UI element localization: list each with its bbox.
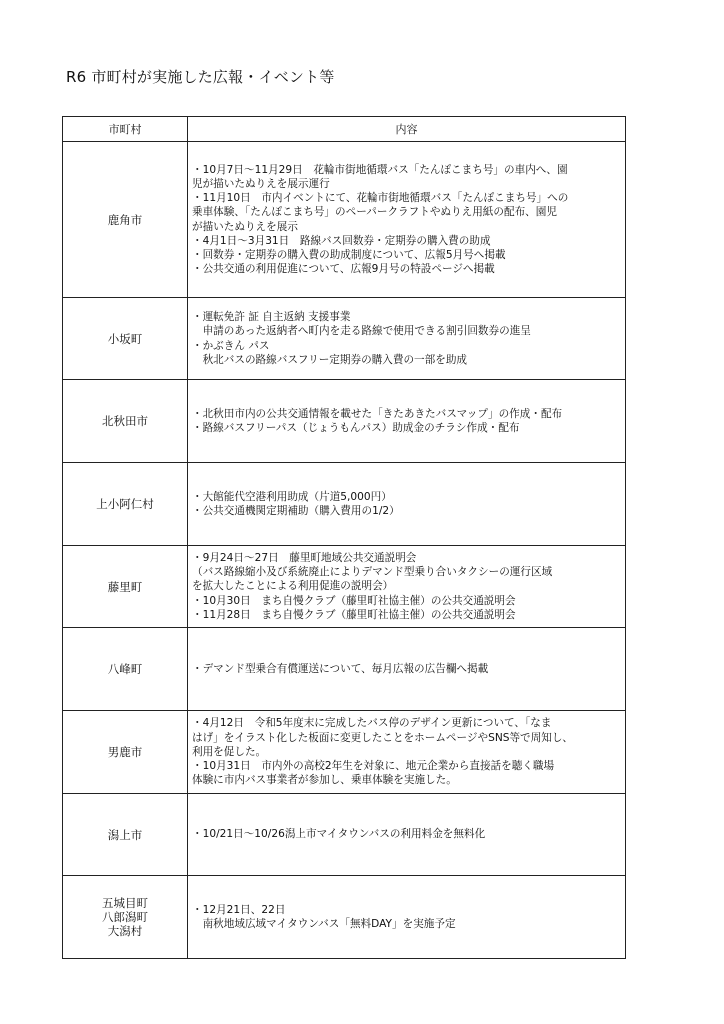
events-table xyxy=(62,116,626,959)
content-cell xyxy=(188,628,626,711)
municipality-name: 小坂町 xyxy=(107,331,143,346)
content-line: ・4月12日 令和5年度末に完成したバス停のデザイン更新について、「なま xyxy=(192,717,552,730)
table-row xyxy=(63,142,626,298)
content-line: ・11月28日 まち自慢クラブ（藤里町社協主催）の公共交通説明会 xyxy=(192,608,516,621)
content-line: ・公共交通の利用促進について、広報9月号の特設ページへ掲載 xyxy=(192,263,495,276)
content-line: （バス路線縮小及び系統廃止によりデマンド型乗り合いタクシーの運行区域 xyxy=(192,566,553,579)
content-line: ・かぶきん パス xyxy=(192,339,270,352)
content-line: ・デマンド型乗合有償運送について、毎月広報の広告欄へ掲載 xyxy=(192,662,489,675)
content-line: ・10月30日 まち自慢クラブ（藤里町社協主催）の公共交通説明会 xyxy=(192,594,516,607)
content-line: 南秋地域広域マイタウンバス「無料DAY」を実施予定 xyxy=(192,918,456,930)
content-line: ・10月7日～11月29日 花輪市街地循環バス「たんぽこまち号」の車内へ、園 xyxy=(192,163,568,176)
content-cell xyxy=(188,876,626,959)
content-line: 体験に市内バス事業者が参加し、乗車体験を実施した。 xyxy=(192,774,457,787)
municipality-name: 上小阿仁村 xyxy=(96,497,154,511)
content-cell xyxy=(188,142,626,298)
content-cell xyxy=(188,546,626,628)
content-line: ・路線バスフリーパス（じょうもんパス）助成金のチラシ作成・配布 xyxy=(192,422,520,434)
municipality-cell xyxy=(63,546,188,628)
content-line: ・11月10日 市内イベントにて、花輪市街地循環バス「たんぽこまち号」への xyxy=(192,192,569,205)
content-cell xyxy=(188,794,626,876)
municipality-cell xyxy=(63,794,188,876)
municipality-cell xyxy=(63,142,188,298)
content-line: ・12月21日、22日 xyxy=(192,903,286,916)
table-row xyxy=(63,711,626,794)
content-line: ・10/21日～10/26潟上市マイタウンバスの利用料金を無料化 xyxy=(192,828,486,841)
content-line: ・回数券・定期券の購入費の助成制度について、広報5月号へ掲載 xyxy=(192,248,506,261)
table-row xyxy=(63,298,626,380)
table-row xyxy=(63,628,626,711)
content-line: 児が描いたぬりえを展示運行 xyxy=(192,177,330,190)
municipality-name: 八郎潟町 xyxy=(102,910,148,924)
content-cell xyxy=(188,298,626,380)
municipality-name: 北秋田市 xyxy=(102,414,148,428)
table-row xyxy=(63,876,626,959)
content-line: ・10月31日 市内外の高校2年生を対象に、地元企業から直接話を聴く職場 xyxy=(192,760,555,773)
municipality-cell xyxy=(63,380,188,463)
content-cell xyxy=(188,380,626,463)
content-line: が描いたぬりえを展示 xyxy=(192,220,298,233)
municipality-cell xyxy=(63,876,188,959)
content-line: 秋北バスの路線バスフリー定期券の購入費の一部を助成 xyxy=(192,353,468,366)
table-body xyxy=(63,142,626,959)
content-line: ・北秋田市内の公共交通情報を載せた「きたあきたバスマップ」の作成・配布 xyxy=(192,407,563,420)
municipality-cell xyxy=(63,463,188,546)
content-cell xyxy=(188,711,626,794)
municipality-cell xyxy=(63,628,188,711)
municipality-cell xyxy=(63,298,188,380)
municipality-cell xyxy=(63,711,188,794)
municipality-name: 潟上市 xyxy=(107,827,143,842)
header-municipality: 市町村 xyxy=(63,117,188,142)
table-row xyxy=(63,546,626,628)
table-row xyxy=(63,463,626,546)
municipality-name: 五城目町 xyxy=(102,896,148,910)
municipality-name: 男鹿市 xyxy=(107,745,143,759)
content-line: ・公共交通機関定期補助（購入費用の1/2） xyxy=(192,505,400,517)
content-cell xyxy=(188,463,626,546)
municipality-name: 鹿角市 xyxy=(107,212,143,227)
content-line: はげ」をイラスト化した板面に変更したことをホームページやSNS等で周知し、 xyxy=(192,731,574,744)
municipality-name: 藤里町 xyxy=(107,579,143,594)
content-line: 乗車体験、「たんぽこまち号」のペーパークラフトやぬりえ用紙の配布、園児 xyxy=(192,206,557,219)
table-row xyxy=(63,794,626,876)
content-line: ・大館能代空港利用助成（片道5,000円） xyxy=(192,490,392,503)
content-line: 申請のあった返納者へ町内を走る路線で使用できる割引回数券の進呈 xyxy=(192,325,531,338)
municipality-name: 大潟村 xyxy=(107,924,143,938)
municipality-name: 八峰町 xyxy=(107,662,143,676)
table-header-row xyxy=(63,117,626,142)
content-line: ・4月1日～3月31日 路線バス回数券・定期券の購入費の助成 xyxy=(192,234,491,247)
table-row xyxy=(63,380,626,463)
content-line: ・9月24日～27日 藤里町地域公共交通説明会 xyxy=(192,551,417,564)
content-line: を拡大したことによる利用促進の説明会） xyxy=(192,580,394,593)
content-line: 利用を促した。 xyxy=(192,745,267,758)
page-title: R6 市町村が実施した広報・イベント等 xyxy=(66,68,335,86)
content-line: ・運転免許 証 自主返納 支援事業 xyxy=(192,311,351,324)
header-content: 内容 xyxy=(188,117,626,142)
